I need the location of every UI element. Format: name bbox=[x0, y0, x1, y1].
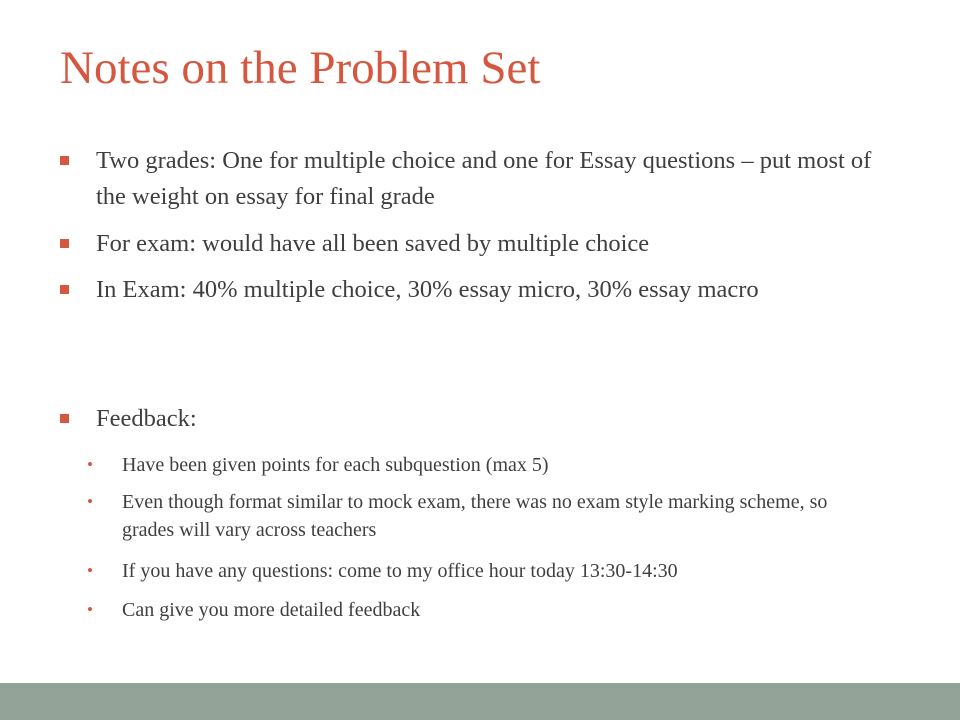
sub-bullet-item bbox=[87, 451, 882, 479]
square-bullet-icon bbox=[60, 285, 69, 294]
sub-bullet-text: Have been given points for each subquestion (max 5) bbox=[122, 454, 549, 476]
sub-bullet-item bbox=[87, 596, 882, 624]
sub-bullet-item bbox=[87, 557, 882, 585]
sub-bullet-item bbox=[87, 488, 882, 544]
sub-bullet-text: Even though format similar to mock exam, there was no exam style marking scheme, so grades will vary across teachers bbox=[122, 491, 828, 541]
bullet-text: Feedback: bbox=[96, 405, 197, 432]
bullet-item bbox=[96, 272, 886, 308]
square-bullet-icon bbox=[60, 156, 69, 165]
sub-bullet-text: Can give you more detailed feedback bbox=[122, 599, 421, 621]
dot-bullet-icon: • bbox=[87, 455, 93, 474]
bullet-text: For exam: would have all been saved by multiple choice bbox=[96, 230, 650, 257]
square-bullet-icon bbox=[60, 414, 69, 423]
sub-bullet-text: If you have any questions: come to my office hour today 13:30-14:30 bbox=[122, 560, 678, 582]
dot-bullet-icon: • bbox=[87, 600, 93, 619]
bullet-text: In Exam: 40% multiple choice, 30% essay micro, 30% essay macro bbox=[96, 276, 759, 303]
footer-bar bbox=[0, 683, 960, 720]
dot-bullet-icon: • bbox=[87, 561, 93, 580]
bullet-item bbox=[96, 143, 886, 215]
dot-bullet-icon: • bbox=[87, 492, 93, 511]
square-bullet-icon bbox=[60, 239, 69, 248]
slide-title: Notes on the Problem Set bbox=[60, 42, 541, 94]
bullet-item bbox=[96, 401, 886, 437]
bullet-item bbox=[96, 226, 886, 262]
bullet-text: Two grades: One for multiple choice and one for Essay questions – put most of the weight on essay for final grade bbox=[96, 147, 872, 210]
